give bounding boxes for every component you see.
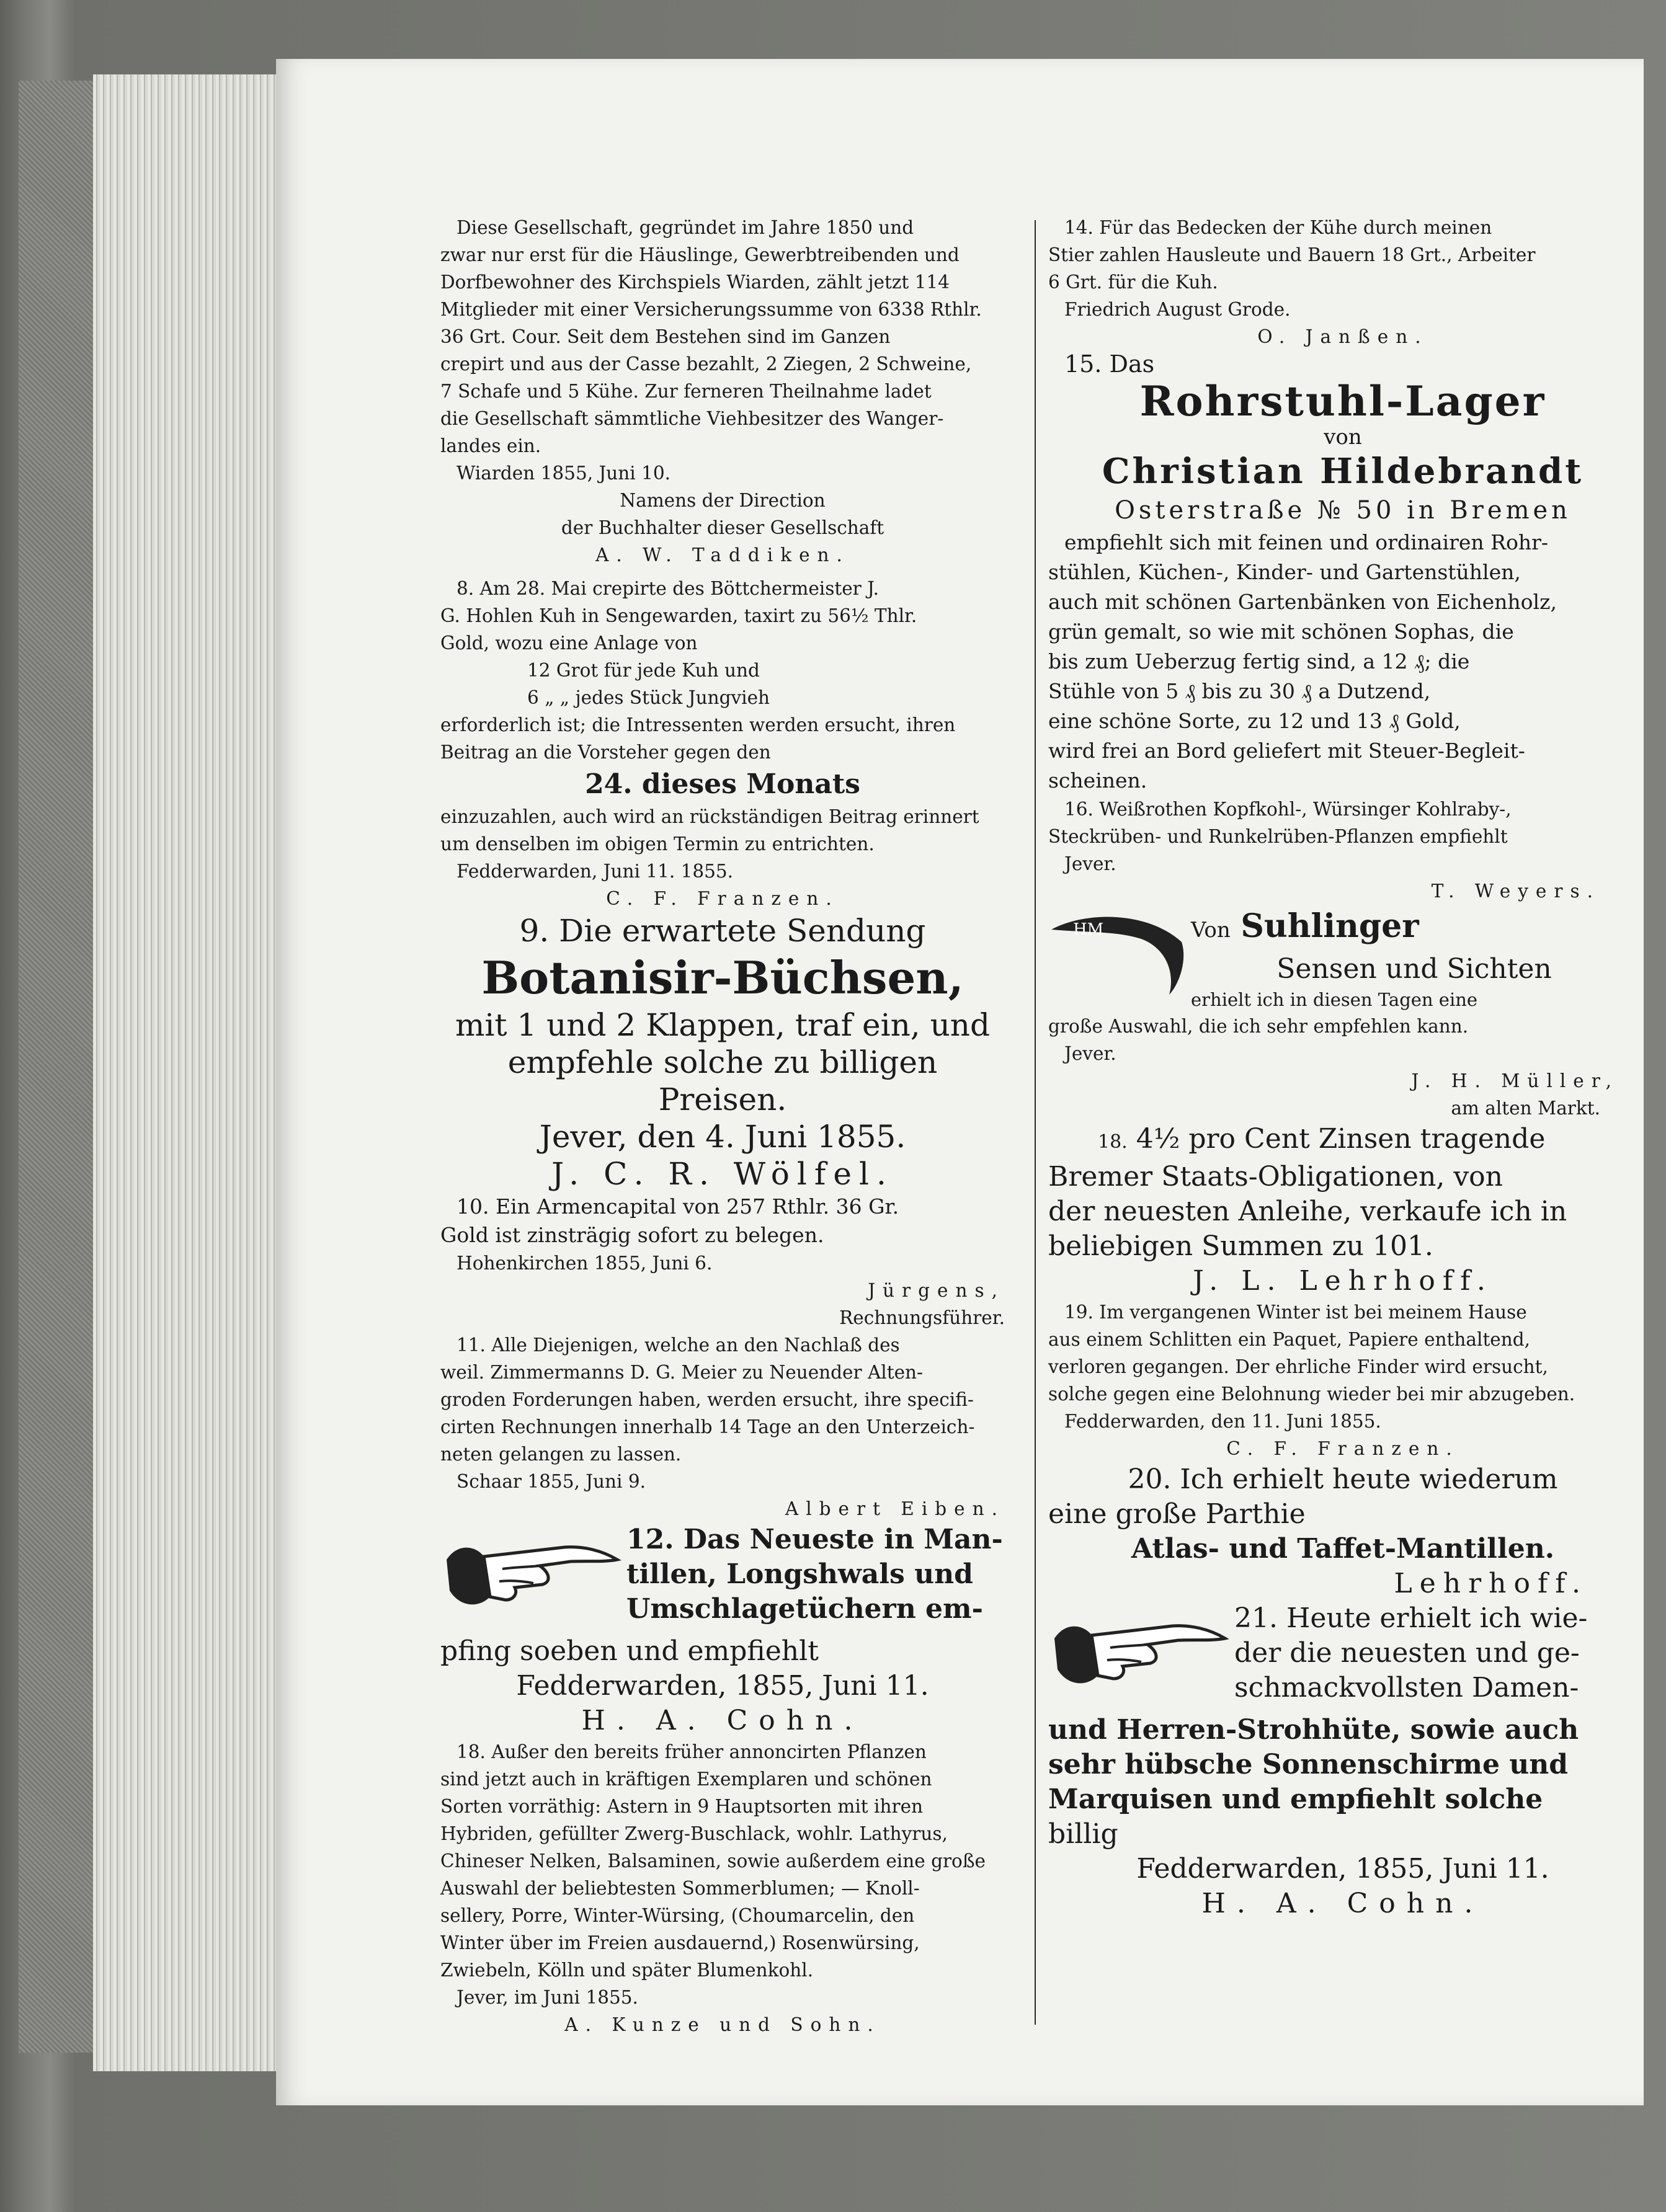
text-line: 16. Weißrothen Kopfkohl-, Würsinger Kohlraby-, [1064,799,1512,820]
ad-title: Rohrstuhl-Lager [1139,377,1546,425]
signature: H. A. Cohn. [1201,1888,1484,1919]
place-date: Fedderwarden, den 11. Juni 1855. [1064,1411,1381,1432]
text-line: 6 Grt. für die Kuh. [1048,272,1218,293]
page-stack-edge [93,74,292,2071]
text-line: cirten Rechnungen innerhalb 14 Tage an den Unterzeich- [440,1416,975,1437]
text-line: erhielt ich in diesen Tagen eine [1191,989,1478,1010]
ad-9 [440,912,1005,1193]
signature: J. H. Müller, [1411,1070,1619,1091]
ad-heading: 24. dieses Monats [585,768,860,800]
text-line: 7 Schafe und 5 Kühe. Zur ferneren Theilnahme ladet [440,381,932,402]
ad-12 [440,1522,1005,1738]
ad-von: von [1324,425,1362,450]
text-line: eine schöne Sorte, zu 12 und 13 ₰ Gold, [1048,709,1461,733]
place-date: Jever. [1064,853,1116,874]
text-line: eine große Parthie [1048,1498,1306,1530]
signature: Albert Eiben. [785,1498,1005,1519]
ad-19 [1048,1299,1637,1462]
ad-17 [1048,905,1637,1122]
text-line: empfehle solche zu billigen Preisen. [507,1044,938,1117]
text-line: scheinen. [1048,768,1147,793]
text-line: Auswahl der beliebtesten Sommerblumen; — Knoll- [440,1878,920,1899]
list-item: 6 „ „ jedes Stück Jungvieh [527,687,770,708]
ad-title: Atlas- und Taffet-Mantillen. [1131,1533,1555,1565]
signature-address: am alten Markt. [1451,1098,1600,1119]
text-line: Chineser Nelken, Balsaminen, sowie außerdem eine große [440,1850,986,1872]
text-line: stühlen, Küchen-, Kinder- und Gartenstühlen, [1048,560,1521,584]
text-line: beliebigen Summen zu 101. [1048,1230,1433,1262]
signature: A. W. Taddiken. [595,544,850,566]
book-cover-edge [19,81,99,2053]
text-line: Jever, den 4. Juni 1855. [539,1119,906,1155]
text-line: Beitrag an die Vorsteher gegen den [440,742,771,763]
ad-title: Botanisir-Büchsen, [481,951,964,1004]
ad-title: Suhlinger [1241,907,1419,945]
ad-heading [440,912,1005,949]
place-date: Jever, im Juni 1855. [457,1987,638,2008]
text-line: große Auswahl, die ich sehr empfehlen kann. [1048,1016,1469,1037]
text-line: groden Forderungen haben, werden ersucht, ihre specifi- [440,1389,974,1410]
text-line: billig [1048,1818,1118,1850]
text-line: wird frei an Bord geliefert mit Steuer-Begleit- [1048,739,1525,763]
text-line: pfing soeben und empfiehlt [440,1635,819,1667]
text-line: der neuesten Anleihe, verkaufe ich in [1048,1196,1567,1227]
text-line: weil. Zimmermanns D. G. Meier zu Neuender Alten- [440,1362,923,1383]
place-date: Wiarden 1855, Juni 10. [457,463,671,484]
text-line: Umschlagetüchern em- [626,1593,983,1625]
ad-8 [440,575,1005,912]
scythe-logo-icon [1048,905,1191,998]
signature: H. A. Cohn. [581,1705,864,1736]
signature: C. F. Franzen. [606,888,839,909]
text-line: 12. Das Neueste in Man- [626,1524,1003,1555]
text-line: und Herren-Strohhüte, sowie auch [1048,1714,1579,1746]
text-line: empfiehlt sich mit feinen und ordinairen Rohr- [1064,530,1549,554]
ad-company-name: Christian Hildebrandt [1102,451,1584,492]
text-line: Mitglieder mit einer Versicherungssumme von 6338 Rthlr. [440,299,982,320]
text-line: Stier zahlen Hausleute und Bauern 18 Grt., Arbeiter [1048,244,1536,265]
signature: C. F. Franzen. [1226,1438,1459,1459]
text-line: die Gesellschaft sämmtliche Viehbesitzer des Wanger- [440,408,944,429]
text-line: tillen, Longshwals und [626,1558,973,1590]
text-line: der die neuesten und ge- [1234,1637,1580,1669]
text-line: Marquisen und empfiehlt solche [1048,1783,1543,1815]
signature-line: Namens der Direction [620,490,826,511]
text-line: 14. Für das Bedecken der Kühe durch meinen [1064,217,1492,238]
place-date: Hohenkirchen 1855, Juni 6. [457,1253,713,1274]
ad-11 [440,1331,1005,1522]
text-line: schmackvollsten Damen- [1234,1672,1579,1703]
text-line: 36 Grt. Cour. Seit dem Bestehen sind im Ganzen [440,326,891,347]
signature: Friedrich August Grode. [1064,299,1291,320]
text-line: G. Hohlen Kuh in Sengewarden, taxirt zu 56½ Thlr. [440,605,917,626]
text-line: solche gegen eine Belohnung wieder bei mir abzugeben. [1048,1384,1575,1405]
place-date: Fedderwarden, Juni 11. 1855. [457,861,734,882]
text-line: 10. Ein Armencapital von 257 Rthlr. 36 Gr. [457,1194,899,1219]
ad-7 [440,214,1005,569]
signature-line: der Buchhalter dieser Gesellschaft [561,517,884,538]
ad-number: 9. [519,913,550,949]
text-line: Gold ist zinsträgig sofort zu belegen. [440,1223,824,1247]
text-line: Stühle von 5 ₰ bis zu 30 ₰ a Dutzend, [1048,679,1431,703]
ad-heading-text: Die erwartete Sendung [559,913,926,949]
text-line: auch mit schönen Gartenbänken von Eichenholz, [1048,590,1557,614]
ad-von: Von [1191,918,1231,943]
text-line: grün gemalt, so wie mit schönen Sophas, die [1048,620,1514,644]
ad-address: Osterstraße № 50 in Bremen [1115,496,1571,525]
logo-text: HM [1073,920,1104,939]
ad-16 [1048,796,1637,905]
text-line: 4½ pro Cent Zinsen tragende [1136,1123,1546,1155]
ad-21 [1048,1601,1637,1921]
text-line: sellery, Porre, Winter-Würsing, (Choumarcelin, den [440,1905,915,1926]
text-line: mit 1 und 2 Klappen, traf ein, und [455,1007,991,1043]
text-line: verloren gegangen. Der ehrliche Finder wird ersucht, [1048,1356,1548,1377]
list-item: 12 Grot für jede Kuh und [527,660,760,681]
text-line: Winter über im Freien ausdauernd,) Rosenwürsing, [440,1932,920,1953]
signature: Jürgens, [868,1280,1005,1301]
text-line: Steckrüben- und Runkelrüben-Pflanzen empfiehlt [1048,826,1508,847]
text-line [1048,1122,1637,1160]
pointing-hand-icon [440,1522,626,1634]
text-line: Dorfbewohner des Kirchspiels Wiarden, zählt jetzt 114 [440,272,950,293]
text-line: Gold, wozu eine Anlage von [440,633,698,654]
text-line: 8. Am 28. Mai crepirte des Böttchermeister J. [457,578,880,599]
text-line: einzuzahlen, auch wird an rückständigen Beitrag erinnert [440,806,979,827]
place-date: Fedderwarden, 1855, Juni 11. [1136,1853,1549,1885]
signature: J. L. Lehrhoff. [1193,1265,1493,1297]
ad-18 [1048,1122,1637,1299]
text-line: 19. Im vergangenen Winter ist bei meinem Hause [1064,1302,1527,1323]
text-line: Sorten vorräthig: Astern in 9 Hauptsorten mit ihren [440,1796,924,1817]
signature: Lehrhoff. [1394,1568,1588,1599]
place-date: Jever. [1064,1043,1116,1064]
text-line: Bremer Staats-Obligationen, von [1048,1161,1503,1193]
signature: T. Weyers. [1431,881,1600,902]
text-line: 20. Ich erhielt heute wiederum [1128,1464,1558,1495]
text-line: um denselben im obigen Termin zu entrichten. [440,833,875,855]
text-line: Sensen und Sichten [1276,953,1552,985]
place-date: Fedderwarden, 1855, Juni 11. [516,1670,929,1702]
right-column [1048,214,1637,1921]
text-line: crepirt und aus der Casse bezahlt, 2 Ziegen, 2 Schweine, [440,353,972,375]
place-date: Schaar 1855, Juni 9. [457,1471,646,1492]
signature: O. Janßen. [1257,326,1428,347]
ad-20 [1048,1462,1637,1601]
text-line: sehr hübsche Sonnenschirme und [1048,1749,1569,1780]
left-column [440,214,1005,2038]
text-line: 11. Alle Diejenigen, welche an den Nachlaß des [457,1335,900,1356]
ad-15 [1048,350,1637,796]
text-line: landes ein. [440,435,541,456]
text-line: aus einem Schlitten ein Paquet, Papiere enthaltend, [1048,1329,1531,1350]
column-rule [1035,220,1036,2025]
text-line: 18. Außer den bereits früher annoncirten Pflanzen [457,1741,927,1762]
text-line: zwar nur erst für die Häuslinge, Gewerbtreibenden und [440,244,960,265]
signature-title: Rechnungsführer. [839,1307,1005,1328]
text-line: neten gelangen zu lassen. [440,1444,682,1465]
signature: A. Kunze und Sohn. [564,2014,881,2035]
ad-number: 15. Das [1064,350,1155,378]
ad-title-line [1191,905,1637,952]
ad-14 [1048,214,1637,350]
ad-13 [440,1738,1005,2038]
ad-number: 18. [1098,1131,1128,1153]
ad-10 [440,1193,1005,1331]
text-line: Zwiebeln, Kölln und später Blumenkohl. [440,1960,814,1981]
text-line: Diese Gesellschaft, gegründet im Jahre 1850 und [457,217,914,238]
text-line: erforderlich ist; die Intressenten werden ersucht, ihren [440,714,956,735]
text-line: Hybriden, gefüllter Zwerg-Buschlack, wohlr. Lathyrus, [440,1823,948,1844]
pointing-hand-icon [1048,1601,1234,1713]
text-line: 21. Heute erhielt ich wie- [1234,1602,1588,1634]
text-line: bis zum Ueberzug fertig sind, a 12 ₰; die [1048,649,1470,673]
signature: J. C. R. Wölfel. [551,1156,894,1192]
text-line: sind jetzt auch in kräftigen Exemplaren und schönen [440,1769,932,1790]
